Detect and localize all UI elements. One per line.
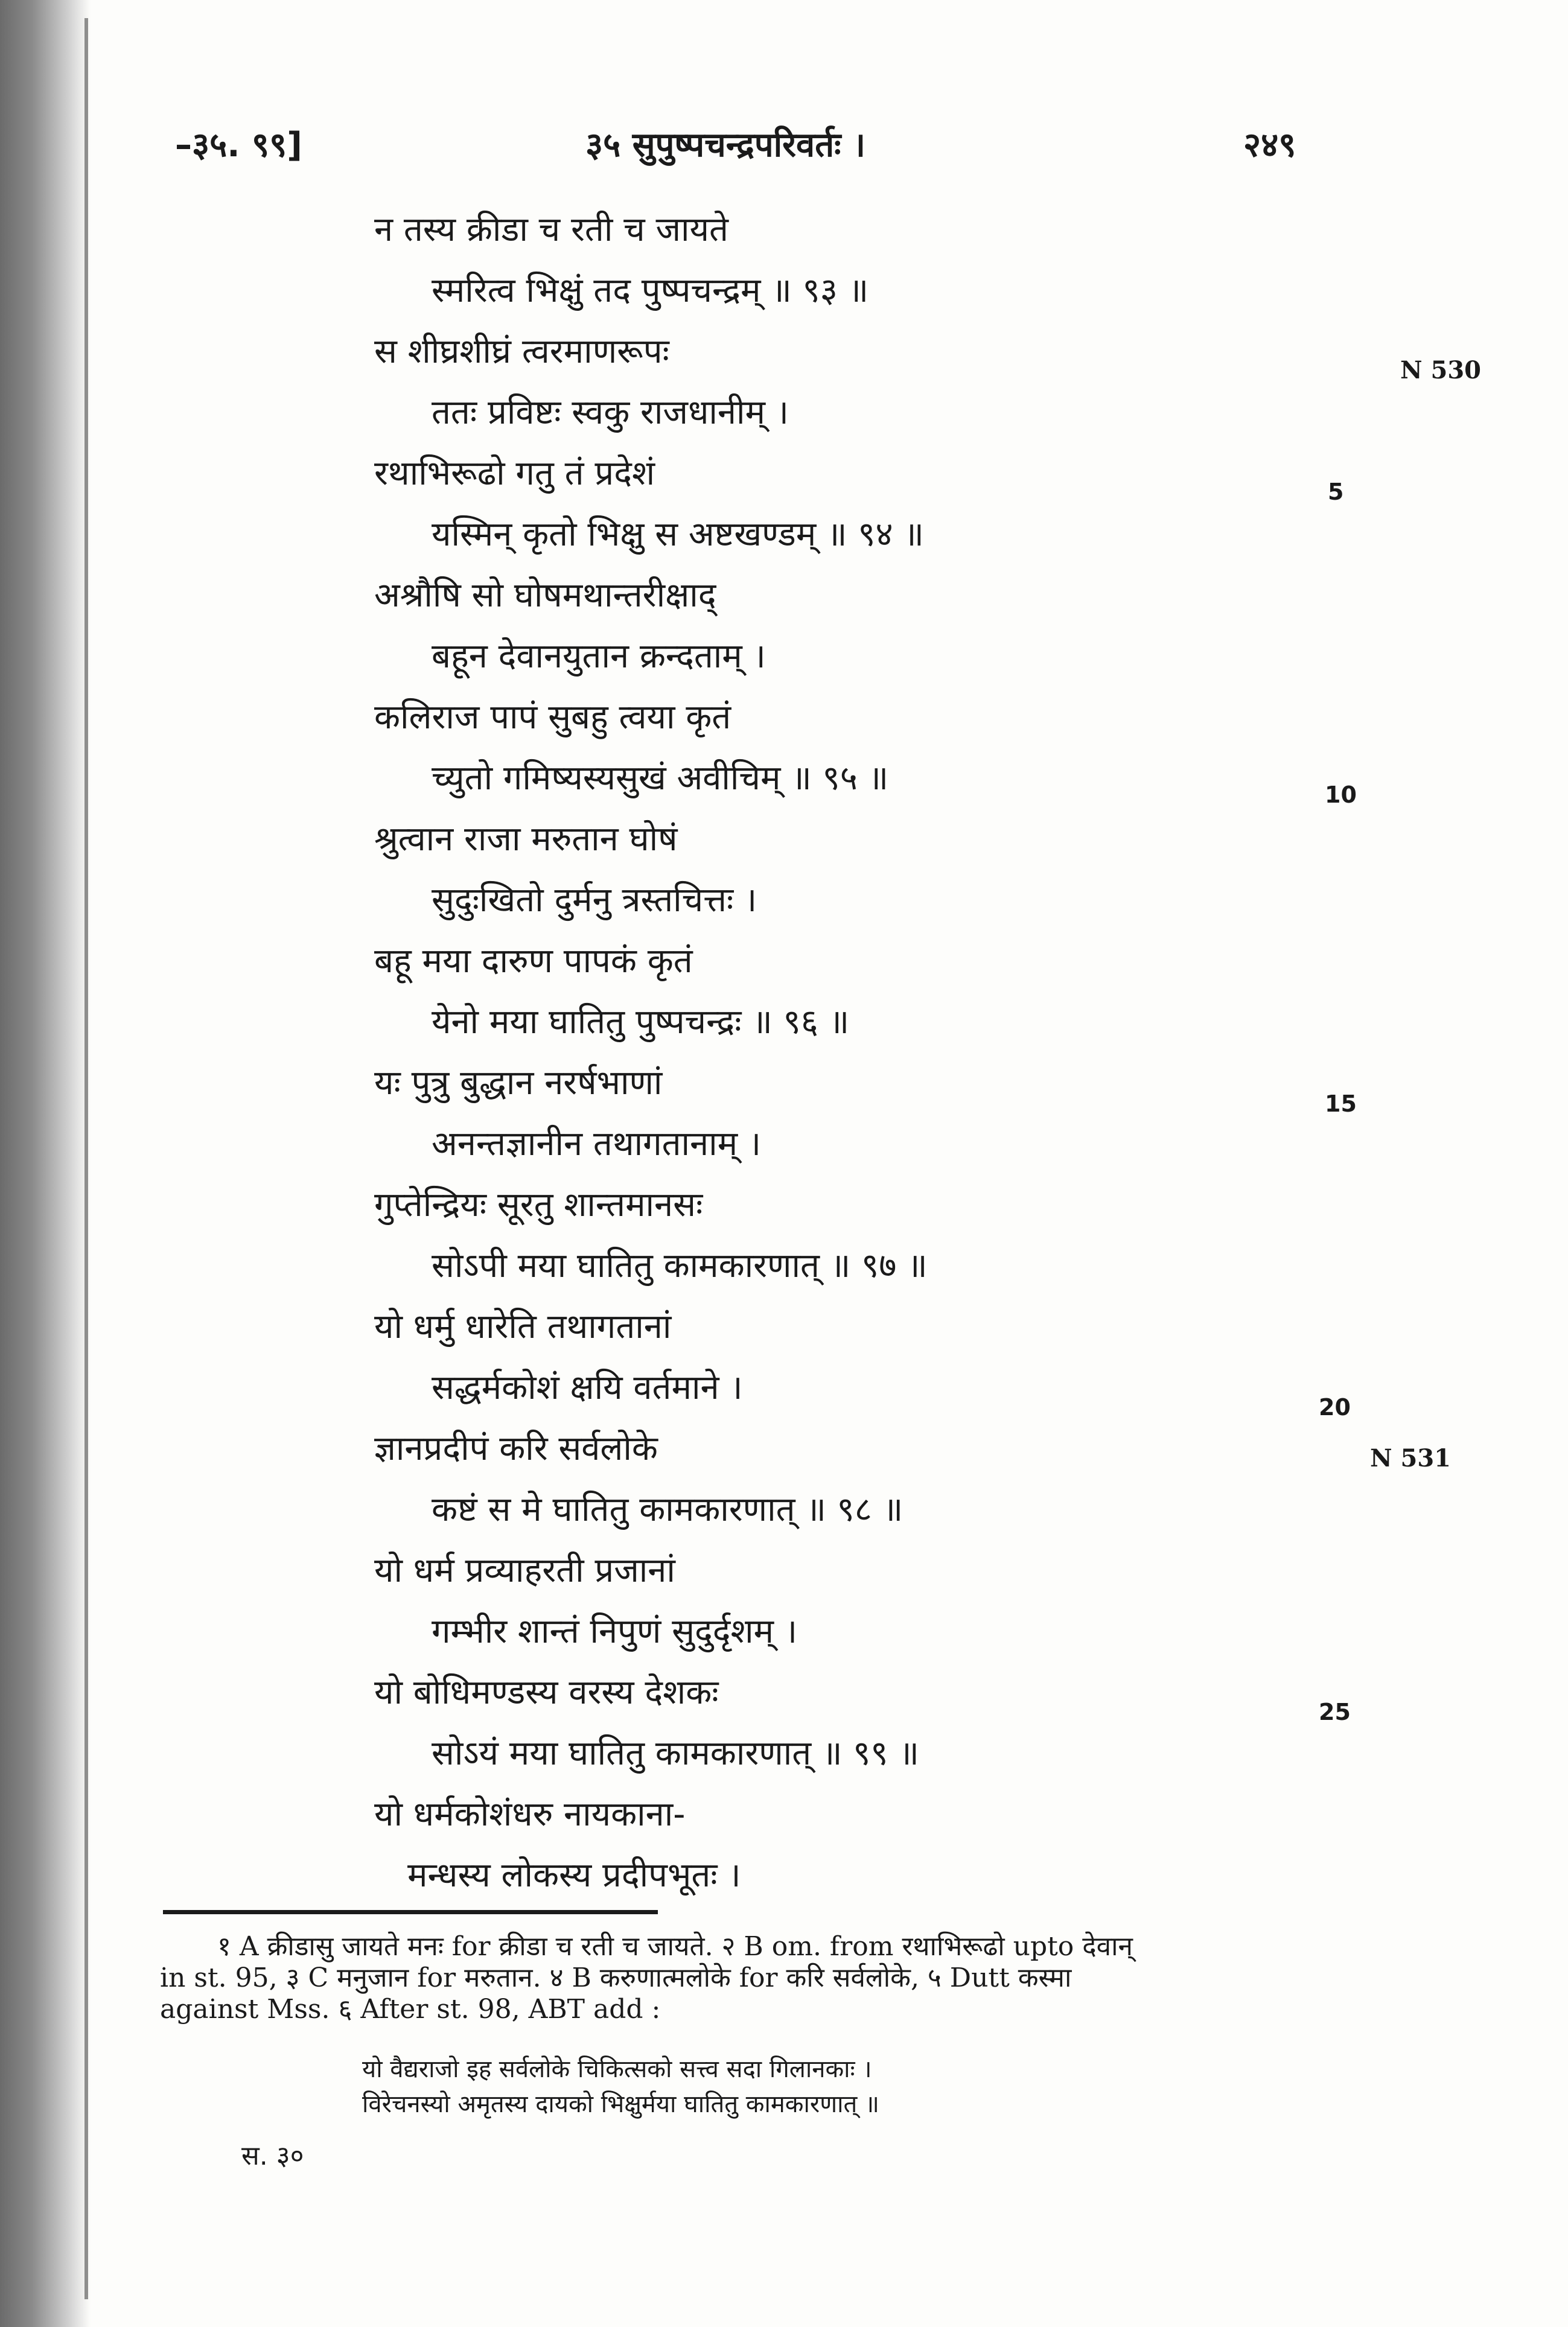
verse-line: कलिराज पापं सुबहु त्वया कृतं — [374, 698, 731, 737]
verse-line: सोऽपी मया घातितु कामकारणात् ॥ ९७ ॥ — [432, 1246, 928, 1285]
addition-line: विरेचनस्यो अमृतस्य दायको भिक्षुर्मया घातितु कामकारणात् ॥ — [362, 2090, 879, 2118]
verse-line: यो बोधिमण्डस्य वरस्य देशकः — [374, 1673, 719, 1712]
manuscript-ref: N 531 — [1370, 1444, 1451, 1472]
addition-line: यो वैद्यराजो इह सर्वलोके चिकित्सको सत्त्व सदा गिलानकाः । — [362, 2055, 872, 2083]
verse-line: श्रुत्वान राजा मरुतान घोषं — [374, 820, 678, 859]
manuscript-ref: N 530 — [1400, 356, 1481, 384]
footnote-line: in st. 95, ३ C मनुजान for मरुतान. ४ B करुणात्मलोके for करि सर्वलोके, ५ Dutt कस्मा — [160, 1963, 1072, 1993]
verse-line: यो धर्मु धारेति तथागतानां — [374, 1307, 672, 1346]
page-number: २४९ — [1243, 126, 1296, 165]
verse-line: बहू मया दारुण पापकं कृतं — [374, 941, 693, 981]
verse-line: न तस्य क्रीडा च रती च जायते — [374, 210, 728, 249]
line-number: 10 — [1325, 782, 1357, 808]
chapter-title: ३५ सुपुष्पचन्द्रपरिवर्तः । — [585, 126, 866, 165]
verse-line: बहून देवानयुतान क्रन्दताम् । — [432, 637, 766, 676]
line-number: 5 — [1328, 479, 1344, 505]
verse-line: गुप्तेन्द्रियः सूरतु शान्तमानसः — [374, 1185, 703, 1224]
line-number: 20 — [1319, 1394, 1351, 1421]
verse-line: यः पुत्रु बुद्धान नरर्षभाणां — [374, 1063, 663, 1103]
verse-range: –३५. ९९] — [175, 126, 302, 165]
footnote-addition — [362, 2052, 1267, 2122]
verse-line: सोऽयं मया घातितु कामकारणात् ॥ ९९ ॥ — [432, 1734, 919, 1773]
verse-line: स्मरित्व भिक्षुं तद पुष्पचन्द्रम् ॥ ९३ ॥ — [432, 271, 869, 310]
verse-line: मन्धस्य लोकस्य प्रदीपभूतः । — [407, 1856, 741, 1895]
verse-line: यस्मिन् कृतो भिक्षु स अष्टखण्डम् ॥ ९४ ॥ — [432, 515, 924, 554]
page-header — [175, 121, 1334, 169]
verse-line: ज्ञानप्रदीपं करि सर्वलोके — [374, 1429, 658, 1468]
verse-block — [374, 199, 1249, 1906]
line-number: 15 — [1325, 1090, 1357, 1117]
verse-line: ततः प्रविष्टः स्वकु राजधानीम् । — [432, 393, 789, 432]
verse-line: च्युतो गमिष्यस्यसुखं अवीचिम् ॥ ९५ ॥ — [432, 759, 889, 798]
signature-mark: स. ३० — [241, 2141, 304, 2171]
verse-line: गम्भीर शान्तं निपुणं सुदुर्दृशम् । — [432, 1612, 798, 1651]
line-number: 25 — [1319, 1699, 1351, 1725]
verse-line: सुदुःखितो दुर्मनु त्रस्तचित्तः । — [432, 880, 757, 920]
verse-line: अश्रौषि सो घोषमथान्तरीक्षाद् — [374, 576, 716, 615]
footnote-rule — [163, 1910, 658, 1914]
footnote-line: १ A क्रीडासु जायते मनः for क्रीडा च रती च जायते. २ B om. from रथाभिरूढो upto देवान् — [217, 1931, 1133, 1962]
binding-line — [84, 18, 88, 2299]
verse-line: अनन्तज्ञानीन तथागतानाम् । — [432, 1124, 762, 1164]
scan-gutter-shadow — [0, 0, 91, 2327]
verse-line: कष्टं स मे घातितु कामकारणात् ॥ ९८ ॥ — [432, 1490, 904, 1529]
verse-line: स शीघ्रशीघ्रं त्वरमाणरूपः — [374, 332, 669, 371]
verse-line: सद्धर्मकोशं क्षयि वर्तमाने । — [432, 1368, 743, 1407]
verse-line: रथाभिरूढो गतु तं प्रदेशं — [374, 454, 655, 493]
footnotes — [160, 1931, 1307, 2025]
verse-line: यो धर्म प्रव्याहरती प्रजानां — [374, 1551, 675, 1590]
verse-line: येनो मया घातितु पुष्पचन्द्रः ॥ ९६ ॥ — [432, 1002, 850, 1042]
footnote-line: against Mss. ६ After st. 98, ABT add : — [160, 1994, 661, 2025]
verse-line: यो धर्मकोशंधरु नायकाना- — [374, 1795, 686, 1834]
